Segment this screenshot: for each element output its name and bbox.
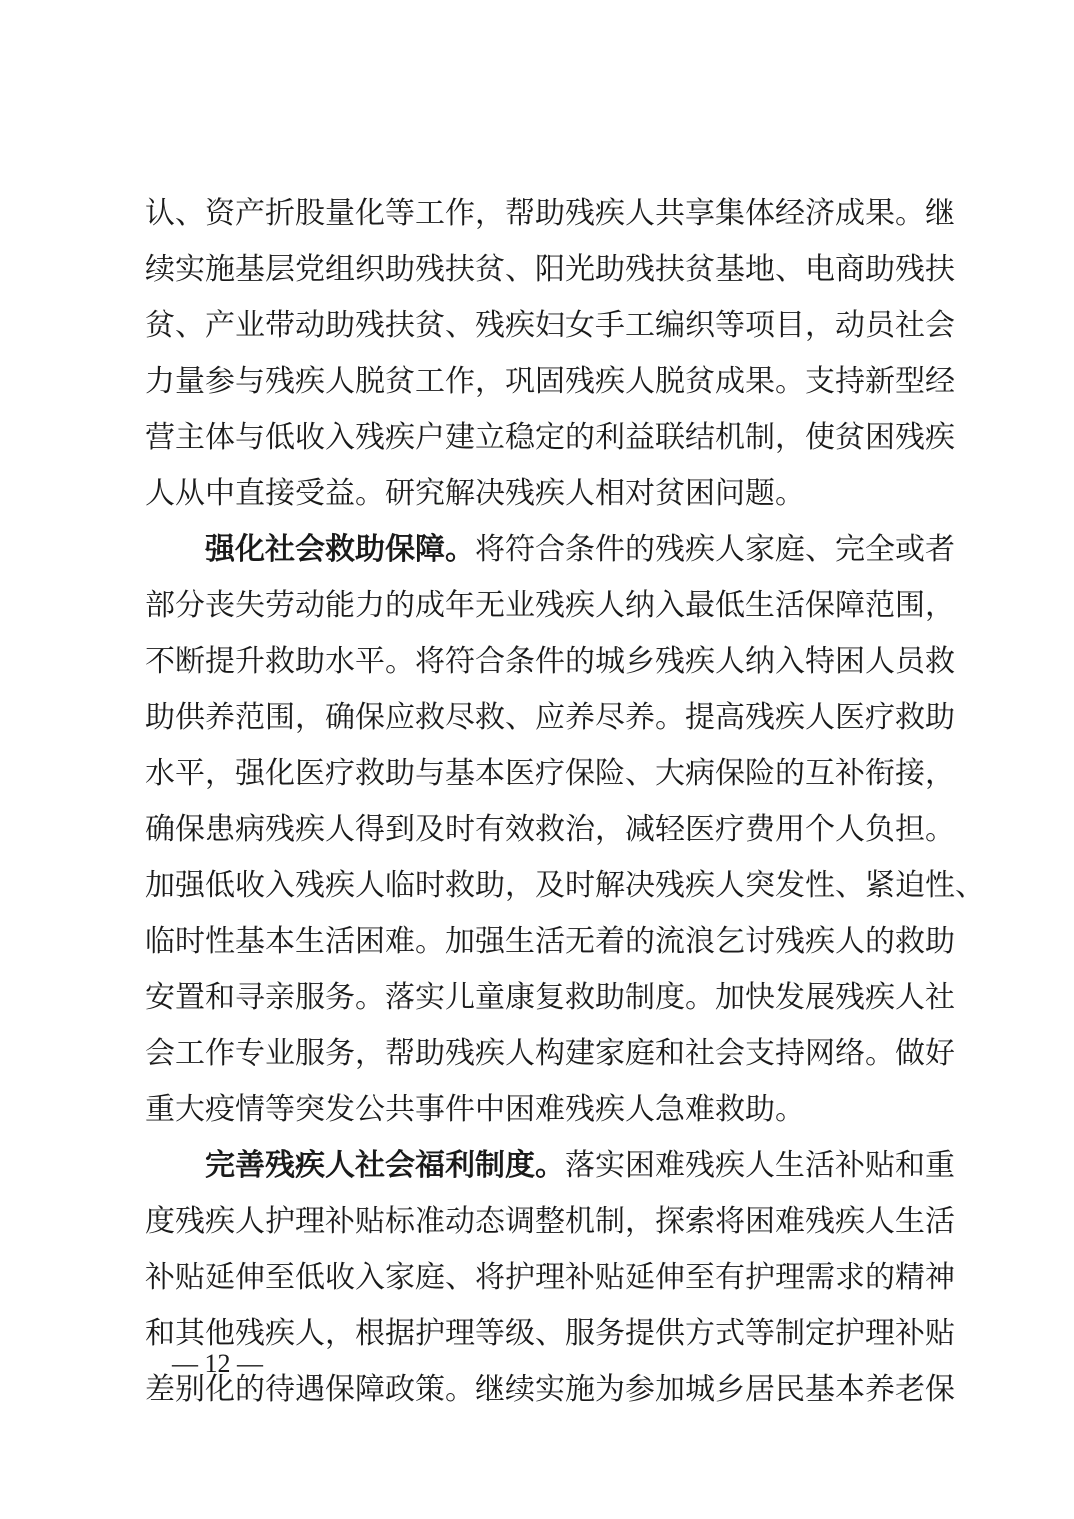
text-line: 人从中直接受益。研究解决残疾人相对贫困问题。 [145, 476, 805, 511]
text-line: 水平，强化医疗救助与基本医疗保险、大病保险的互补衔接， [145, 756, 955, 791]
text-fragment: 将符合条件的残疾人家庭、完全或者 [475, 532, 955, 567]
paragraph-first-line [145, 1138, 955, 1194]
page-number: — 12 — [172, 1349, 263, 1378]
text-line: 补贴延伸至低收入家庭、将护理补贴延伸至有护理需求的精神 [145, 1260, 955, 1295]
text-line: 认、资产折股量化等工作，帮助残疾人共享集体经济成果。继 [145, 196, 955, 231]
text-fragment: 落实困难残疾人生活补贴和重 [565, 1148, 955, 1183]
text-line: 度残疾人护理补贴标准动态调整机制，探索将困难残疾人生活 [145, 1204, 955, 1239]
text-line: 力量参与残疾人脱贫工作，巩固残疾人脱贫成果。支持新型经 [145, 364, 955, 399]
text-line: 部分丧失劳动能力的成年无业残疾人纳入最低生活保障范围， [145, 588, 955, 623]
text-line: 重大疫情等突发公共事件中困难残疾人急难救助。 [145, 1092, 805, 1127]
text-line: 贫、产业带动助残扶贫、残疾妇女手工编织等项目，动员社会 [145, 308, 955, 343]
text-line: 和其他残疾人，根据护理等级、服务提供方式等制定护理补贴 [145, 1316, 955, 1351]
paragraph-social-assistance [145, 522, 985, 1138]
text-line: 差别化的待遇保障政策。继续实施为参加城乡居民基本养老保 [145, 1372, 955, 1407]
text-line: 安置和寻亲服务。落实儿童康复救助制度。加快发展残疾人社 [145, 980, 955, 1015]
text-line: 不断提升救助水平。将符合条件的城乡残疾人纳入特困人员救 [145, 644, 955, 679]
document-body [145, 186, 985, 1418]
text-line: 确保患病残疾人得到及时有效救治，减轻医疗费用个人负担。 [145, 812, 955, 847]
text-line: 助供养范围，确保应救尽救、应养尽养。提高残疾人医疗救助 [145, 700, 955, 735]
text-line: 续实施基层党组织助残扶贫、阳光助残扶贫基地、电商助残扶 [145, 252, 955, 287]
text-line: 临时性基本生活困难。加强生活无着的流浪乞讨残疾人的救助 [145, 924, 955, 959]
paragraph-heading: 完善残疾人社会福利制度。 [205, 1148, 565, 1183]
paragraph-poverty-alleviation [145, 186, 955, 522]
text-line: 营主体与低收入残疾户建立稳定的利益联结机制，使贫困残疾 [145, 420, 955, 455]
text-line: 会工作专业服务，帮助残疾人构建家庭和社会支持网络。做好 [145, 1036, 955, 1071]
paragraph-first-line [145, 522, 955, 578]
paragraph-heading: 强化社会救助保障。 [205, 532, 475, 567]
text-line: 加强低收入残疾人临时救助，及时解决残疾人突发性、紧迫性、 [145, 868, 985, 903]
